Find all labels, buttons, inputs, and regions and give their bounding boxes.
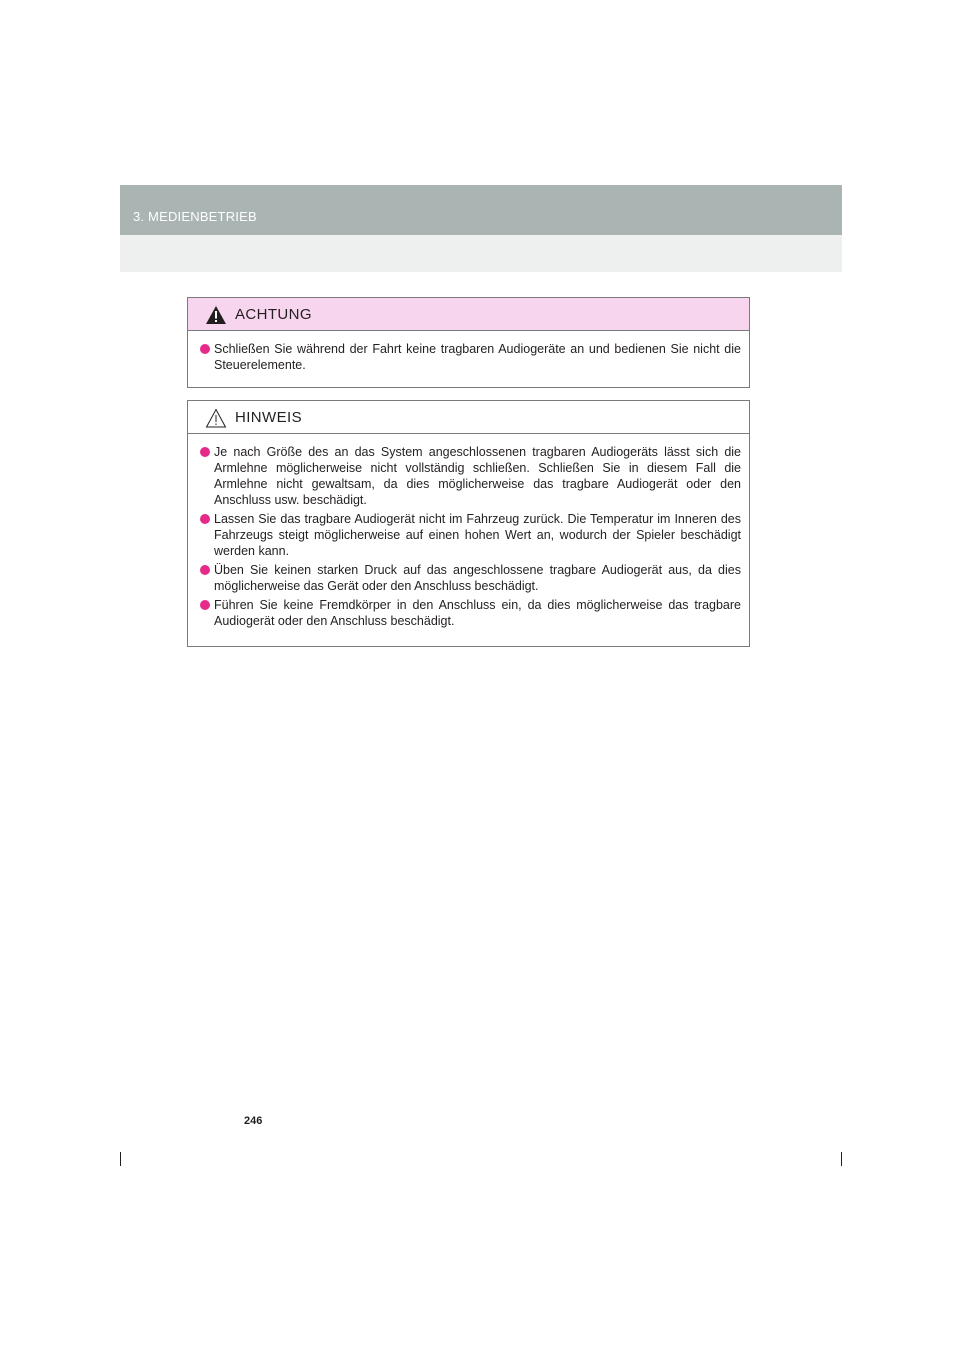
notice-list — [188, 434, 749, 629]
warning-box-title: ACHTUNG — [235, 306, 312, 323]
list-item — [200, 597, 741, 629]
list-item-text: Führen Sie keine Fremdkörper in den Anschluss ein, da dies möglicherweise das tragbare Audiogerät oder den Anschluss beschädigt. — [214, 598, 741, 628]
crop-mark — [120, 1152, 121, 1166]
list-item — [200, 562, 741, 594]
list-item-text: Schließen Sie während der Fahrt keine tragbaren Audiogeräte an und bedienen Sie nicht die Steuerelemente. — [214, 342, 741, 372]
section-title: 3. MEDIENBETRIEB — [133, 209, 257, 224]
notice-box — [187, 400, 750, 647]
warning-box-header — [188, 298, 749, 331]
list-item-text: Üben Sie keinen starken Druck auf das angeschlossene tragbare Audiogerät aus, da dies möglicherweise das Gerät oder den Anschluss beschädigt. — [214, 563, 741, 593]
list-item-text: Lassen Sie das tragbare Audiogerät nicht im Fahrzeug zurück. Die Temperatur im Inneren des Fahrzeugs steigt möglicherweise auf einen hohen Wert an, wodurch der Spieler beschädigt werden kann. — [214, 512, 741, 558]
list-item — [200, 511, 741, 559]
crop-mark — [841, 1152, 842, 1166]
notice-box-header — [188, 401, 749, 434]
bullet-icon — [200, 447, 210, 457]
warning-list — [188, 331, 749, 373]
bullet-icon — [200, 565, 210, 575]
page-number: 246 — [244, 1115, 263, 1127]
bullet-icon — [200, 344, 210, 354]
list-item-text: Je nach Größe des an das System angeschlossenen tragbaren Audiogeräts lässt sich die Armlehne möglicherweise nicht vollständig schließen. Schließen Sie in diesem Fall die Armlehne nicht gewaltsam, da dies möglicherweise das tragbare Audiogerät oder den Anschluss usw. beschädigt. — [214, 445, 741, 507]
list-item — [200, 341, 741, 373]
notice-box-title: HINWEIS — [235, 409, 302, 426]
warning-triangle-filled-icon — [205, 305, 227, 325]
warning-box — [187, 297, 750, 388]
warning-triangle-outline-icon — [205, 408, 227, 428]
bullet-icon — [200, 514, 210, 524]
header-subband — [120, 235, 842, 272]
bullet-icon — [200, 600, 210, 610]
list-item — [200, 444, 741, 508]
